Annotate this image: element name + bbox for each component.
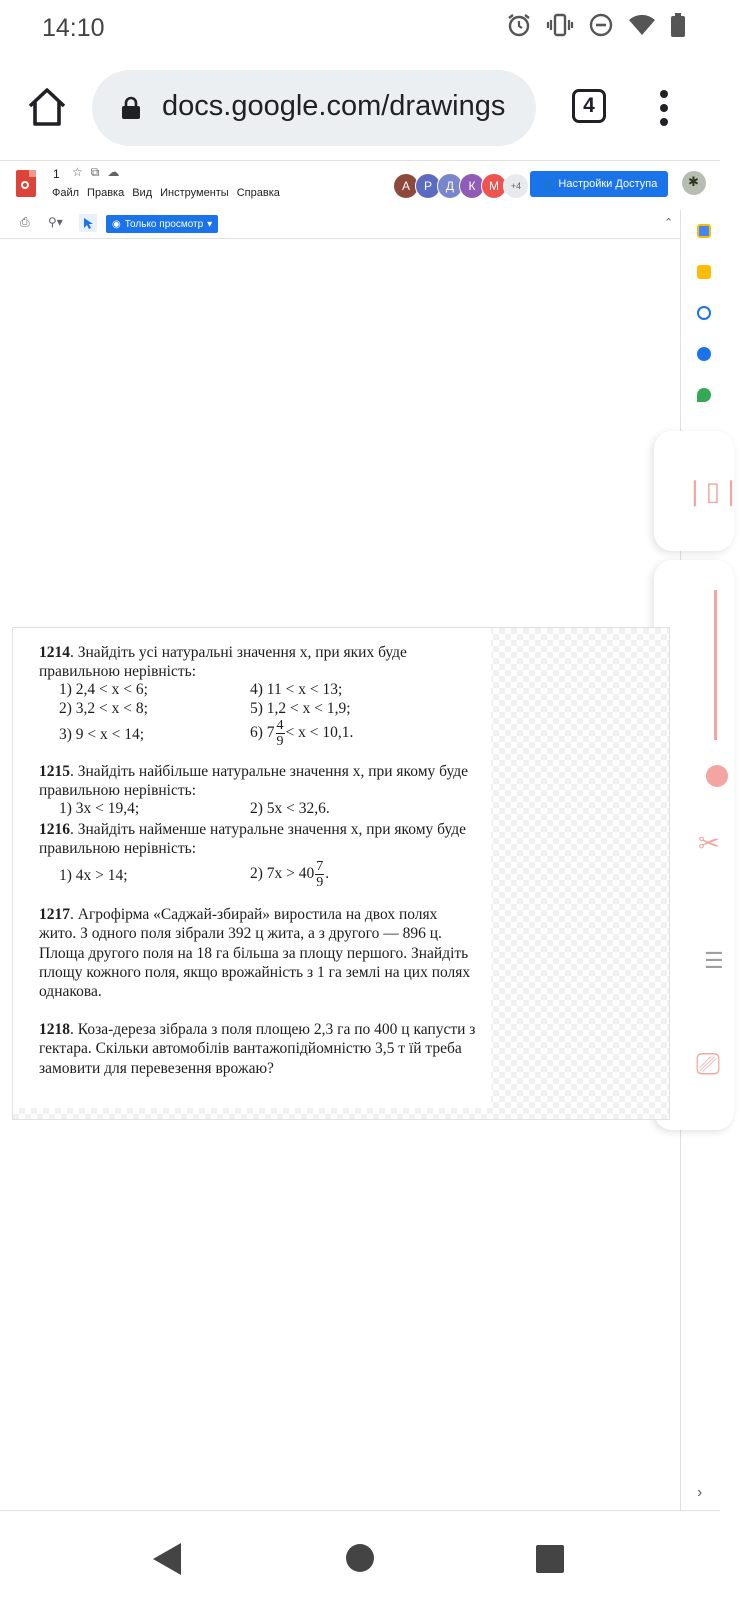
url-text: docs.google.com/drawings bbox=[162, 90, 506, 122]
option: 3) 9 < x < 14; bbox=[59, 726, 145, 743]
muted-icon[interactable]: ✂ bbox=[698, 828, 720, 858]
vibrate-icon: ❘▯❘ bbox=[684, 476, 742, 506]
status-icons bbox=[506, 12, 686, 38]
option: 1) 4x > 14; bbox=[59, 867, 128, 884]
home-nav-button[interactable] bbox=[346, 1544, 374, 1572]
status-bar bbox=[0, 0, 720, 56]
drawing-canvas-image bbox=[12, 627, 670, 1120]
battery-icon bbox=[670, 12, 686, 38]
contacts-icon[interactable] bbox=[697, 347, 711, 361]
more-options-icon[interactable] bbox=[658, 90, 670, 126]
textbook-page bbox=[13, 628, 491, 1108]
star-icon[interactable]: ☆ bbox=[72, 165, 83, 179]
option: 5) 1,2 < x < 1,9; bbox=[250, 700, 351, 717]
back-button[interactable] bbox=[153, 1543, 181, 1575]
menu-edit[interactable]: Правка bbox=[87, 187, 125, 199]
avatar[interactable]: М bbox=[481, 173, 507, 199]
cloud-status-icon: ☁ bbox=[107, 165, 120, 179]
browser-toolbar bbox=[0, 56, 720, 161]
tasks-icon[interactable] bbox=[697, 306, 711, 320]
recents-button[interactable] bbox=[536, 1545, 564, 1573]
avatar[interactable]: К bbox=[459, 173, 485, 199]
share-button-label: Настройки Доступа bbox=[558, 178, 658, 190]
avatar[interactable]: Р bbox=[415, 173, 441, 199]
print-icon[interactable]: ⎙ bbox=[20, 215, 30, 229]
drawings-logo-icon[interactable] bbox=[16, 170, 36, 197]
avatar[interactable]: А bbox=[393, 173, 419, 199]
menu-file[interactable]: Файл bbox=[52, 187, 80, 199]
menu-tools[interactable]: Инструменты bbox=[160, 187, 229, 199]
option: 6) 7 $\frac{4}{9}$ < x < 10,1. bbox=[250, 718, 354, 749]
share-button[interactable] bbox=[530, 171, 668, 197]
menu-help[interactable]: Справка bbox=[236, 187, 280, 199]
more-collaborators[interactable]: +4 bbox=[503, 173, 529, 199]
problem-1214: 1214. Знайдіть усі натуральні значення x, при яких буде правильною нерівність: bbox=[39, 644, 407, 681]
settings-sliders-icon[interactable]: ☰ bbox=[704, 948, 724, 973]
avatar[interactable] bbox=[682, 171, 706, 195]
document-title[interactable]: 1 bbox=[53, 167, 60, 181]
cursor-icon bbox=[83, 217, 93, 229]
editor-toolbar bbox=[0, 210, 680, 239]
system-nav-bar bbox=[0, 1510, 720, 1601]
keep-icon[interactable] bbox=[697, 265, 711, 279]
docs-header bbox=[0, 161, 720, 209]
view-mode-dropdown[interactable] bbox=[106, 215, 218, 233]
calendar-icon[interactable] bbox=[697, 224, 711, 238]
problem-1217: 1217. Агрофірма «Саджай-збирай» виростила на двох полях жито. З одного поля зібрали 392 ц жита, а з другого — 896 ц. Площа другого поля на 18 га більша за площу першого. Знайдіть площу кожного поля, якщо врожайність з 1 га землі на цих полях однакова. bbox=[39, 906, 471, 1001]
record-icon[interactable]: ⎚ bbox=[696, 1048, 720, 1081]
chevron-down-icon: ▾ bbox=[207, 218, 213, 230]
home-button[interactable] bbox=[24, 84, 70, 130]
problem-1218: 1218. Коза-дереза зібрала з поля площею 2,3 га по 400 ц капусти з гектара. Скільки автомобілів вантажопідйомністю 3,5 т їй треба замовити для перевезення врожаю? bbox=[39, 1021, 476, 1077]
option: 1) 2,4 < x < 6; bbox=[59, 681, 148, 698]
home-icon bbox=[24, 84, 70, 130]
maps-icon[interactable] bbox=[697, 388, 711, 402]
view-mode-label: Только просмотр bbox=[124, 218, 204, 230]
collaborators bbox=[397, 173, 529, 199]
tab-switcher-button[interactable]: 4 bbox=[572, 89, 606, 123]
move-icon[interactable]: ⧉ bbox=[90, 165, 100, 179]
zoom-icon[interactable]: ⚲▾ bbox=[48, 215, 63, 229]
problem-1215: 1215. Знайдіть найбільше натуральне значення x, при якому буде правильною нерівність: bbox=[39, 763, 469, 800]
clock: 14:10 bbox=[42, 14, 105, 42]
menu-view[interactable]: Вид bbox=[132, 187, 153, 199]
chevron-right-icon[interactable]: › bbox=[697, 1484, 703, 1501]
option: 2) 5x < 32,6. bbox=[250, 800, 330, 817]
wifi-icon bbox=[628, 13, 656, 37]
lock-icon bbox=[120, 96, 142, 125]
option: 1) 3x < 19,4; bbox=[59, 800, 140, 817]
problem-1216: 1216. Знайдіть найменше натуральне значення x, при якому буде правильною нерівність: bbox=[39, 821, 467, 858]
select-tool-button[interactable] bbox=[79, 214, 97, 232]
floating-panel bbox=[654, 431, 742, 551]
alarm-icon bbox=[506, 12, 532, 38]
vibrate-icon bbox=[546, 12, 574, 38]
option: 2) 7x > 40 $\frac{7}{9}$ . bbox=[250, 859, 330, 890]
avatar[interactable]: Д bbox=[437, 173, 463, 199]
option: 2) 3,2 < x < 8; bbox=[59, 700, 148, 717]
person-lock-icon: 👤 bbox=[540, 178, 555, 191]
address-bar[interactable] bbox=[92, 70, 536, 146]
eye-icon: ◉ bbox=[112, 218, 121, 230]
menu-bar bbox=[52, 187, 280, 199]
dnd-icon bbox=[588, 12, 614, 38]
chevron-up-icon[interactable]: ⌃ bbox=[664, 217, 674, 229]
option: 4) 11 < x < 13; bbox=[250, 681, 343, 698]
